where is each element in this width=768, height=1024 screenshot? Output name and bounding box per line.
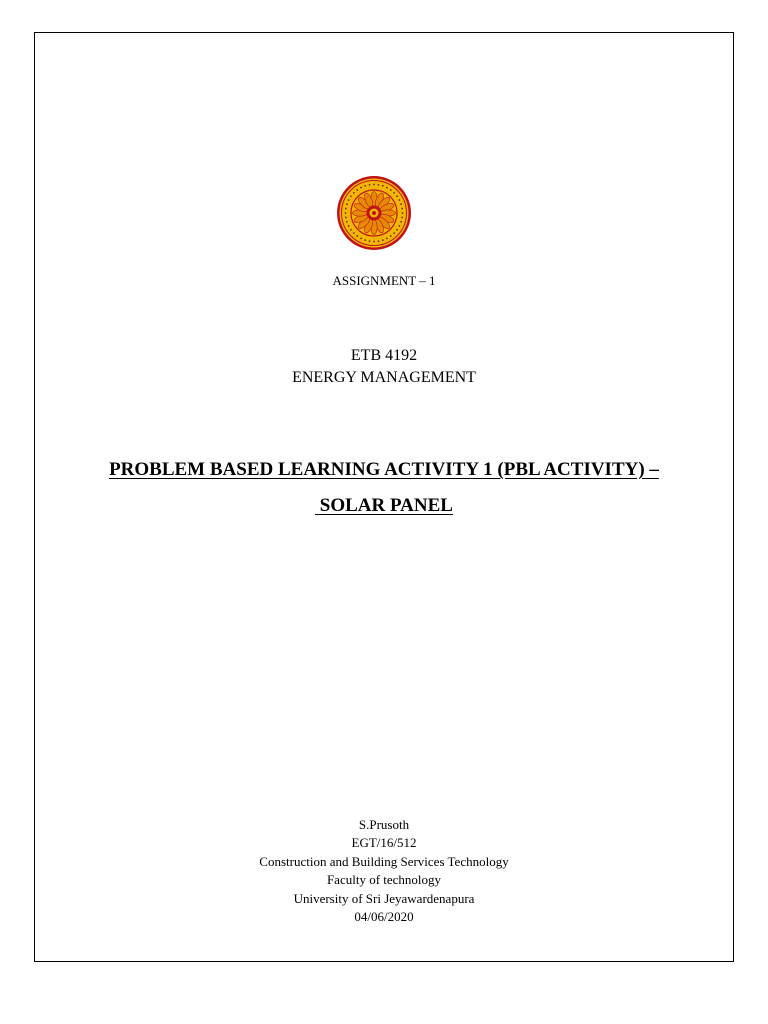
university-crest-logo xyxy=(336,175,412,251)
faculty-name: Faculty of technology xyxy=(326,872,442,888)
document-title-line-2: SOLAR PANEL xyxy=(315,495,453,516)
registration-number: EGT/16/512 xyxy=(351,835,417,851)
programme-name: Construction and Building Services Technology xyxy=(259,853,509,869)
university-name: University of Sri Jeyawardenapura xyxy=(293,890,475,906)
submission-date: 04/06/2020 xyxy=(354,909,414,925)
course-name: ENERGY MANAGEMENT xyxy=(292,369,476,386)
assignment-label: ASSIGNMENT – 1 xyxy=(332,273,436,288)
document-title-line-1: PROBLEM BASED LEARNING ACTIVITY 1 (PBL ACTIVITY) – xyxy=(109,459,659,480)
author-details xyxy=(0,816,768,926)
author-name: S.Prusoth xyxy=(358,817,410,832)
course-code: ETB 4192 xyxy=(350,347,418,364)
